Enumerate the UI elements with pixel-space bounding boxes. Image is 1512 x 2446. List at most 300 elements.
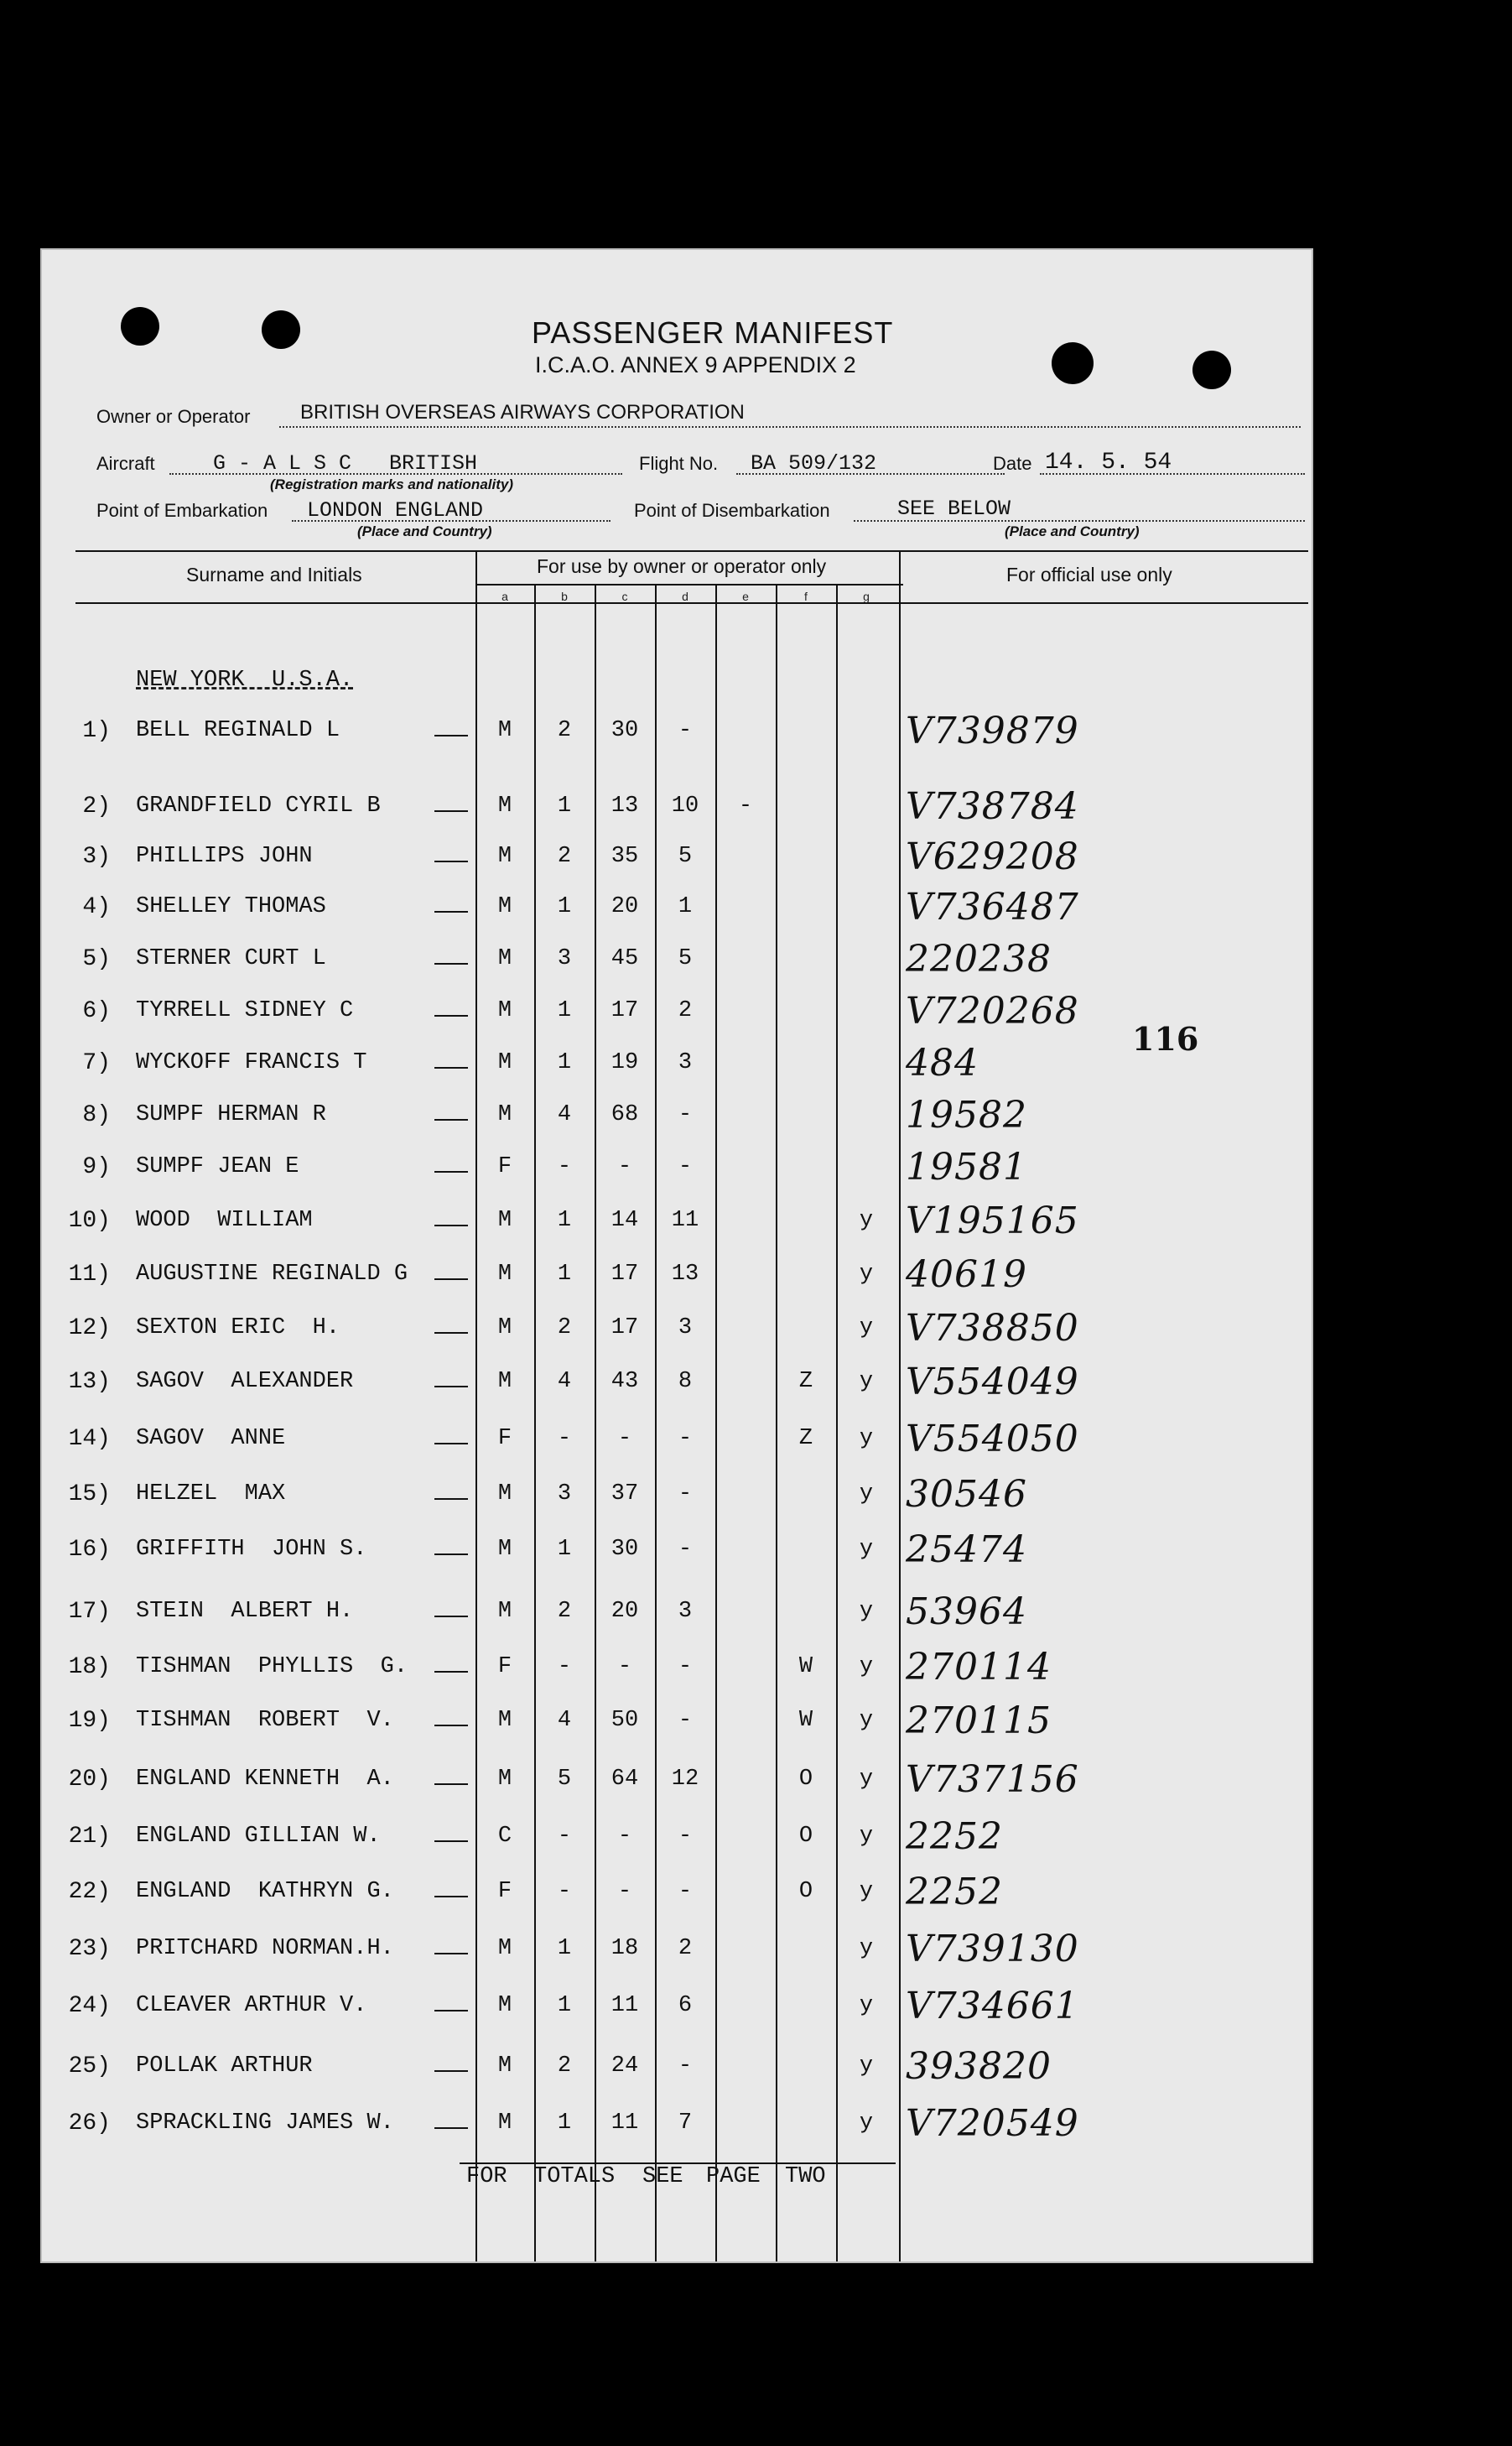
cell-f: O — [798, 1879, 813, 1904]
cell-b: 4 — [557, 1369, 572, 1394]
cell-g: y — [859, 1879, 874, 1904]
aircraft-note: (Registration marks and nationality) — [270, 476, 513, 492]
official-number: 40619 — [906, 1253, 1027, 1296]
punch-hole-icon — [1052, 342, 1094, 384]
cell-b: 2 — [557, 718, 572, 743]
leader-dash — [434, 2127, 468, 2129]
cell-c: 43 — [611, 1369, 639, 1394]
cell-c: 17 — [611, 1262, 639, 1287]
subcolumn-f-label: f — [804, 590, 808, 603]
embarkation-label: Point of Embarkation — [96, 500, 268, 521]
cell-a: M — [497, 894, 512, 919]
leader-dash — [434, 861, 468, 862]
official-number: V738784 — [906, 785, 1079, 828]
date-label: Date — [993, 453, 1032, 474]
row-number: 6) — [82, 998, 111, 1024]
cell-d: 12 — [671, 1767, 699, 1792]
official-number: 53964 — [906, 1590, 1027, 1633]
cell-c: 18 — [611, 1936, 639, 1961]
official-number: 19581 — [906, 1146, 1027, 1189]
cell-a: F — [497, 1879, 512, 1904]
table-row — [42, 1699, 1312, 1742]
row-number: 22) — [68, 1879, 111, 1905]
cell-a: M — [497, 1315, 512, 1340]
cell-d: - — [678, 1481, 693, 1507]
official-number: 484 — [906, 1042, 979, 1085]
cell-c: 35 — [611, 844, 639, 869]
cell-g: y — [859, 1936, 874, 1961]
passenger-name: TISHMAN ROBERT V. — [136, 1708, 394, 1733]
cell-f: W — [798, 1654, 813, 1679]
leader-dash — [434, 1067, 468, 1069]
official-number: V554050 — [906, 1418, 1079, 1460]
page-number-stamp: 116 — [1132, 1020, 1199, 1058]
punch-hole-icon — [1192, 351, 1231, 389]
flight-label: Flight No. — [639, 453, 719, 474]
cell-c: 45 — [611, 946, 639, 971]
cell-d: - — [678, 1102, 693, 1127]
passenger-name: SAGOV ALEXANDER — [136, 1369, 354, 1394]
row-number: 10) — [68, 1208, 111, 1234]
row-number: 5) — [82, 946, 111, 972]
cell-a: M — [497, 946, 512, 971]
official-number: 2252 — [906, 1871, 1003, 1913]
table-row — [42, 1528, 1312, 1571]
leader-dash — [434, 1225, 468, 1226]
cell-d: 8 — [678, 1369, 693, 1394]
embarkation-note: (Place and Country) — [357, 523, 492, 539]
cell-a: M — [497, 2053, 512, 2079]
cell-d: 1 — [678, 894, 693, 919]
passenger-name: HELZEL MAX — [136, 1481, 286, 1507]
embarkation-dotted-line — [292, 520, 611, 522]
cell-a: M — [497, 844, 512, 869]
cell-b: 2 — [557, 2053, 572, 2079]
subcolumn-rule — [475, 584, 903, 585]
disembarkation-label: Point of Disembarkation — [634, 500, 830, 521]
table-row — [42, 990, 1312, 1033]
cell-b: 1 — [557, 794, 572, 819]
cell-b: - — [557, 1654, 572, 1679]
cell-d: - — [678, 1879, 693, 1904]
cell-c: 20 — [611, 1599, 639, 1624]
cell-a: M — [497, 1262, 512, 1287]
disembarkation-value: SEE BELOW — [897, 497, 1011, 521]
cell-b: 1 — [557, 2110, 572, 2136]
passenger-name: WOOD WILLIAM — [136, 1208, 313, 1233]
cell-b: - — [557, 1879, 572, 1904]
row-number: 4) — [82, 894, 111, 920]
cell-a: M — [497, 1481, 512, 1507]
manifest-document — [40, 248, 1313, 2263]
passenger-name: SUMPF JEAN E — [136, 1154, 299, 1179]
passenger-name: GRANDFIELD CYRIL B — [136, 794, 381, 819]
subcolumn-c-label: c — [621, 590, 628, 603]
row-number: 17) — [68, 1599, 111, 1625]
leader-dash — [434, 1498, 468, 1500]
passenger-name: PRITCHARD NORMAN.H. — [136, 1936, 394, 1961]
leader-dash — [434, 1725, 468, 1726]
official-column-header: For official use only — [1006, 564, 1172, 585]
leader-dash — [434, 1386, 468, 1387]
leader-dash — [434, 1783, 468, 1785]
subcolumn-a-label: a — [501, 590, 508, 603]
cell-g: y — [859, 2110, 874, 2136]
cell-a: F — [497, 1654, 512, 1679]
cell-b: 1 — [557, 1262, 572, 1287]
date-dotted-line — [1040, 473, 1305, 475]
row-number: 25) — [68, 2053, 111, 2079]
official-number: 2252 — [906, 1815, 1003, 1858]
cell-a: M — [497, 1936, 512, 1961]
cell-d: 6 — [678, 1993, 693, 2018]
cell-c: 11 — [611, 2110, 639, 2136]
cell-c: 68 — [611, 1102, 639, 1127]
surname-column-header: Surname and Initials — [186, 564, 362, 585]
cell-d: - — [678, 718, 693, 743]
leader-dash — [434, 1015, 468, 1017]
cell-d: 11 — [671, 1208, 699, 1233]
row-number: 16) — [68, 1537, 111, 1563]
cell-d: - — [678, 2053, 693, 2079]
table-row — [42, 835, 1312, 878]
cell-c: 30 — [611, 718, 639, 743]
cell-g: y — [859, 1262, 874, 1287]
cell-c: 24 — [611, 2053, 639, 2079]
table-row — [42, 1815, 1312, 1858]
cell-g: y — [859, 1599, 874, 1624]
owner-label: Owner or Operator — [96, 406, 251, 427]
table-row — [42, 1307, 1312, 1350]
leader-dash — [434, 1896, 468, 1897]
cell-b: - — [557, 1824, 572, 1849]
cell-a: M — [497, 1708, 512, 1733]
official-number: V629208 — [906, 835, 1079, 878]
cell-g: y — [859, 1708, 874, 1733]
leader-dash — [434, 963, 468, 965]
cell-d: 13 — [671, 1262, 699, 1287]
cell-f: W — [798, 1708, 813, 1733]
passenger-name: CLEAVER ARTHUR V. — [136, 1993, 367, 2018]
cell-g: y — [859, 1369, 874, 1394]
cell-d: 3 — [678, 1050, 693, 1075]
cell-b: 4 — [557, 1708, 572, 1733]
date-value: 14. 5. 54 — [1045, 450, 1172, 476]
cell-b: 1 — [557, 1537, 572, 1562]
passenger-name: STERNER CURT L — [136, 946, 326, 971]
official-number: V734661 — [906, 1985, 1079, 2027]
cell-g: y — [859, 1208, 874, 1233]
cell-g: y — [859, 1537, 874, 1562]
cell-b: 2 — [557, 1599, 572, 1624]
cell-b: 3 — [557, 946, 572, 971]
passenger-name: SHELLEY THOMAS — [136, 894, 326, 919]
official-number: V720268 — [906, 990, 1079, 1033]
cell-g: y — [859, 1654, 874, 1679]
cell-c: - — [617, 1654, 632, 1679]
table-top-rule — [75, 550, 1308, 552]
cell-b: 1 — [557, 1208, 572, 1233]
table-row — [42, 2045, 1312, 2088]
table-row — [42, 1590, 1312, 1633]
cell-b: 4 — [557, 1102, 572, 1127]
leader-dash — [434, 810, 468, 812]
passenger-name: WYCKOFF FRANCIS T — [136, 1050, 367, 1075]
embarkation-value: LONDON ENGLAND — [307, 498, 484, 523]
operator-column-header: For use by owner or operator only — [537, 555, 827, 577]
passenger-name: STEIN ALBERT H. — [136, 1599, 354, 1624]
cell-g: y — [859, 1767, 874, 1792]
cell-d: 10 — [671, 794, 699, 819]
official-number: 19582 — [906, 1094, 1027, 1137]
leader-dash — [434, 1278, 468, 1280]
official-number: 393820 — [906, 2045, 1052, 2088]
official-number: 270114 — [906, 1646, 1052, 1689]
cell-a: C — [497, 1824, 512, 1849]
cell-c: - — [617, 1824, 632, 1849]
cell-f: O — [798, 1824, 813, 1849]
official-number: 30546 — [906, 1473, 1027, 1516]
cell-f: O — [798, 1767, 813, 1792]
leader-dash — [434, 911, 468, 913]
leader-dash — [434, 1443, 468, 1444]
row-number: 20) — [68, 1767, 111, 1793]
leader-dash — [434, 2070, 468, 2072]
cell-c: 17 — [611, 1315, 639, 1340]
cell-a: M — [497, 1767, 512, 1792]
cell-d: - — [678, 1708, 693, 1733]
passenger-name: SAGOV ANNE — [136, 1426, 286, 1451]
totals-word: FOR — [466, 2164, 507, 2189]
totals-word: TWO — [785, 2164, 826, 2189]
passenger-name: ENGLAND KENNETH A. — [136, 1767, 394, 1792]
cell-g: y — [859, 1426, 874, 1451]
cell-a: M — [497, 1208, 512, 1233]
row-number: 9) — [82, 1154, 111, 1180]
row-number: 8) — [82, 1102, 111, 1128]
passenger-name: AUGUSTINE REGINALD G — [136, 1262, 408, 1287]
table-row — [42, 1253, 1312, 1296]
passenger-name: SEXTON ERIC H. — [136, 1315, 340, 1340]
row-number: 1) — [82, 718, 111, 744]
cell-b: 2 — [557, 844, 572, 869]
totals-word: PAGE — [706, 2164, 761, 2189]
aircraft-label: Aircraft — [96, 453, 155, 474]
cell-c: - — [617, 1426, 632, 1451]
aircraft-dotted-line — [169, 473, 622, 475]
flight-dotted-line — [736, 473, 1005, 475]
table-row — [42, 1146, 1312, 1189]
flight-value: BA 509/132 — [751, 451, 877, 476]
cell-c: 19 — [611, 1050, 639, 1075]
passenger-name: SPRACKLING JAMES W. — [136, 2110, 394, 2136]
cell-a: M — [497, 1050, 512, 1075]
leader-dash — [434, 1671, 468, 1673]
cell-g: y — [859, 2053, 874, 2079]
destination-heading: NEW YORK U.S.A. — [136, 668, 354, 693]
row-number: 7) — [82, 1050, 111, 1076]
table-row — [42, 1985, 1312, 2027]
table-row — [42, 1094, 1312, 1137]
cell-b: 3 — [557, 1481, 572, 1507]
table-row — [42, 1473, 1312, 1516]
passenger-name: ENGLAND KATHRYN G. — [136, 1879, 394, 1904]
disembarkation-note: (Place and Country) — [1005, 523, 1140, 539]
row-number: 19) — [68, 1708, 111, 1734]
cell-d: 5 — [678, 946, 693, 971]
official-number: V739130 — [906, 1928, 1079, 1970]
table-row — [42, 1871, 1312, 1913]
row-number: 14) — [68, 1426, 111, 1452]
cell-b: 1 — [557, 1993, 572, 2018]
row-number: 24) — [68, 1993, 111, 2019]
row-number: 26) — [68, 2110, 111, 2136]
leader-dash — [434, 1171, 468, 1173]
table-row — [42, 1361, 1312, 1403]
leader-dash — [434, 735, 468, 736]
official-number: V739879 — [906, 710, 1079, 752]
cell-b: 1 — [557, 894, 572, 919]
row-number: 2) — [82, 794, 111, 820]
table-row — [42, 2102, 1312, 2145]
cell-b: 5 — [557, 1767, 572, 1792]
official-number: V720549 — [906, 2102, 1079, 2145]
cell-f: Z — [798, 1369, 813, 1394]
leader-dash — [434, 2010, 468, 2011]
row-number: 11) — [68, 1262, 111, 1288]
subcolumn-d-label: d — [682, 590, 688, 603]
passenger-name: POLLAK ARTHUR — [136, 2053, 313, 2079]
cell-c: 64 — [611, 1767, 639, 1792]
cell-d: - — [678, 1426, 693, 1451]
table-row — [42, 1758, 1312, 1801]
passenger-name: TISHMAN PHYLLIS G. — [136, 1654, 408, 1679]
table-row — [42, 1646, 1312, 1689]
aircraft-value: G - A L S C BRITISH — [213, 451, 478, 476]
cell-d: 7 — [678, 2110, 693, 2136]
cell-d: - — [678, 1154, 693, 1179]
leader-dash — [434, 1616, 468, 1617]
cell-d: 3 — [678, 1599, 693, 1624]
passenger-name: ENGLAND GILLIAN W. — [136, 1824, 381, 1849]
cell-d: 3 — [678, 1315, 693, 1340]
leader-dash — [434, 1119, 468, 1121]
row-number: 23) — [68, 1936, 111, 1962]
cell-a: M — [497, 1369, 512, 1394]
row-number: 12) — [68, 1315, 111, 1341]
punch-hole-icon — [262, 310, 300, 349]
table-row — [42, 938, 1312, 981]
cell-a: M — [497, 998, 512, 1023]
cell-c: 50 — [611, 1708, 639, 1733]
cell-a: F — [497, 1154, 512, 1179]
leader-dash — [434, 1332, 468, 1334]
cell-b: - — [557, 1426, 572, 1451]
passenger-name: PHILLIPS JOHN — [136, 844, 313, 869]
manifest-subtitle: I.C.A.O. ANNEX 9 APPENDIX 2 — [535, 352, 856, 377]
cell-a: M — [497, 1599, 512, 1624]
official-number: V738850 — [906, 1307, 1079, 1350]
cell-d: - — [678, 1824, 693, 1849]
cell-a: M — [497, 1102, 512, 1127]
table-row — [42, 886, 1312, 929]
cell-a: F — [497, 1426, 512, 1451]
cell-a: M — [497, 1993, 512, 2018]
manifest-title: PASSENGER MANIFEST — [532, 315, 894, 350]
table-row — [42, 1200, 1312, 1242]
cell-d: - — [678, 1537, 693, 1562]
cell-b: - — [557, 1154, 572, 1179]
cell-f: Z — [798, 1426, 813, 1451]
passenger-name: TYRRELL SIDNEY C — [136, 998, 354, 1023]
owner-value: BRITISH OVERSEAS AIRWAYS CORPORATION — [300, 401, 745, 424]
leader-dash — [434, 1553, 468, 1555]
cell-c: 13 — [611, 794, 639, 819]
table-row — [42, 1042, 1312, 1085]
row-number: 3) — [82, 844, 111, 870]
cell-a: M — [497, 718, 512, 743]
passenger-name: SUMPF HERMAN R — [136, 1102, 326, 1127]
cell-b: 1 — [557, 1050, 572, 1075]
cell-c: 17 — [611, 998, 639, 1023]
subcolumn-b-label: b — [561, 590, 568, 603]
official-number: V554049 — [906, 1361, 1079, 1403]
cell-g: y — [859, 1481, 874, 1507]
leader-dash — [434, 1840, 468, 1842]
cell-c: 14 — [611, 1208, 639, 1233]
cell-d: - — [678, 1654, 693, 1679]
official-number: 25474 — [906, 1528, 1027, 1571]
cell-a: M — [497, 794, 512, 819]
cell-c: 20 — [611, 894, 639, 919]
cell-g: y — [859, 1993, 874, 2018]
punch-hole-icon — [121, 307, 159, 346]
cell-c: 30 — [611, 1537, 639, 1562]
official-number: V736487 — [906, 886, 1079, 929]
cell-d: 2 — [678, 998, 693, 1023]
cell-c: 11 — [611, 1993, 639, 2018]
row-number: 21) — [68, 1824, 111, 1850]
official-number: 220238 — [906, 938, 1052, 981]
row-number: 13) — [68, 1369, 111, 1395]
cell-b: 2 — [557, 1315, 572, 1340]
subcolumn-g-label: g — [863, 590, 870, 603]
table-row — [42, 1418, 1312, 1460]
cell-c: 37 — [611, 1481, 639, 1507]
cell-d: 2 — [678, 1936, 693, 1961]
cell-b: 1 — [557, 1936, 572, 1961]
disembarkation-dotted-line — [854, 520, 1305, 522]
table-row — [42, 1928, 1312, 1970]
cell-a: M — [497, 1537, 512, 1562]
cell-a: M — [497, 2110, 512, 2136]
cell-c: - — [617, 1879, 632, 1904]
official-number: V737156 — [906, 1758, 1079, 1801]
owner-dotted-line — [279, 426, 1301, 428]
totals-word: TOTALS — [533, 2164, 616, 2189]
cell-b: 1 — [557, 998, 572, 1023]
cell-e: - — [738, 794, 753, 819]
leader-dash — [434, 1953, 468, 1954]
table-row — [42, 710, 1312, 752]
official-number: V195165 — [906, 1200, 1079, 1242]
cell-c: - — [617, 1154, 632, 1179]
subcolumn-e-label: e — [742, 590, 749, 603]
official-number: 270115 — [906, 1699, 1052, 1742]
cell-g: y — [859, 1315, 874, 1340]
totals-word: SEE — [642, 2164, 683, 2189]
passenger-name: BELL REGINALD L — [136, 718, 340, 743]
